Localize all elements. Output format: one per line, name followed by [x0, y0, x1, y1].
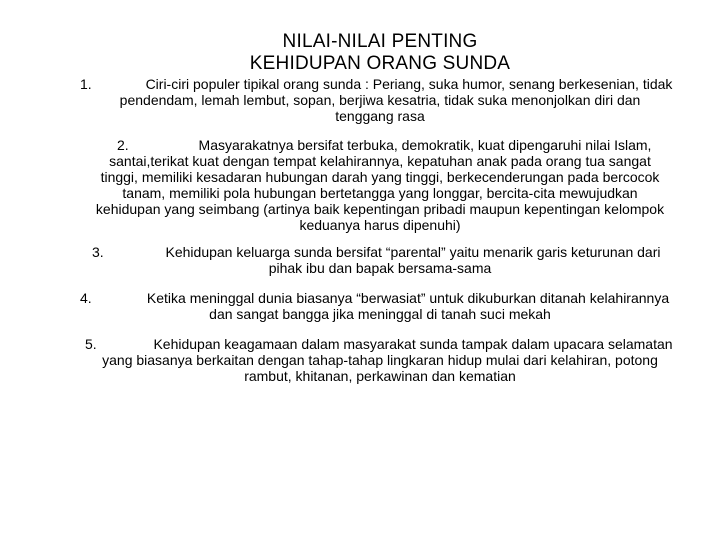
- item-5-line: yang biasanya berkaitan dengan tahap-tahap lingkaran hidup mulai dari kelahiran, potong: [102, 352, 658, 368]
- item-4-line: dan sangat bangga jika meninggal di tanah suci mekah: [209, 306, 551, 322]
- item-1-line: pendendam, lemah lembut, sopan, berjiwa kesatria, tidak suka menonjolkan diri dan: [119, 92, 641, 108]
- item-5-line: rambut, khitanan, perkawinan dan kematian: [244, 368, 516, 384]
- item-2-line: tanam, memiliki pola hubungan bertetangga yang longgar, bercita-cita mewujudkan: [122, 185, 638, 201]
- item-2-line: kehidupan yang seimbang (artinya baik kepentingan pribadi maupun kepentingan kelompok: [95, 201, 665, 217]
- item-1-line: tenggang rasa: [335, 108, 425, 124]
- item-1-line: Ciri-ciri populer tipikal orang sunda : Periang, suka humor, senang berkesenian, tidak: [145, 76, 673, 92]
- item-3-line: pihak ibu dan bapak bersama-sama: [268, 260, 492, 276]
- item-5-text: [62, 336, 698, 384]
- item-2-number: 2.: [117, 137, 129, 153]
- item-2-text: [70, 137, 690, 233]
- item-2-line: tinggi, memiliki kesadaran hubungan darah yang tinggi, berkecenderungan pada bercocok: [100, 169, 660, 185]
- item-1-number: 1.: [80, 76, 92, 92]
- slide-title-line-2: KEHIDUPAN ORANG SUNDA: [249, 53, 511, 74]
- item-4-number: 4.: [80, 290, 92, 306]
- item-4-line: Ketika meninggal dunia biasanya “berwasiat” untuk dikuburkan ditanah kelahirannya: [146, 290, 670, 306]
- item-3-number: 3.: [92, 244, 104, 260]
- item-5-line: Kehidupan keagamaan dalam masyarakat sunda tampak dalam upacara selamatan: [153, 336, 673, 352]
- item-2-line: santai,terikat kuat dengan tempat kelahirannya, kepatuhan anak pada orang tua sangat: [109, 153, 651, 169]
- item-4-text: [62, 290, 698, 322]
- item-3-text: [62, 244, 698, 276]
- item-1-text: [62, 76, 698, 124]
- slide-title-line-1: NILAI-NILAI PENTING: [282, 31, 478, 52]
- item-3-line: Kehidupan keluarga sunda bersifat “parental” yaitu menarik garis keturunan dari: [165, 244, 661, 260]
- item-5-number: 5.: [85, 336, 97, 352]
- item-2-line: Masyarakatnya bersifat terbuka, demokratik, kuat dipengaruhi nilai Islam,: [198, 137, 652, 153]
- item-2-line: keduanya harus dipenuhi): [299, 217, 461, 233]
